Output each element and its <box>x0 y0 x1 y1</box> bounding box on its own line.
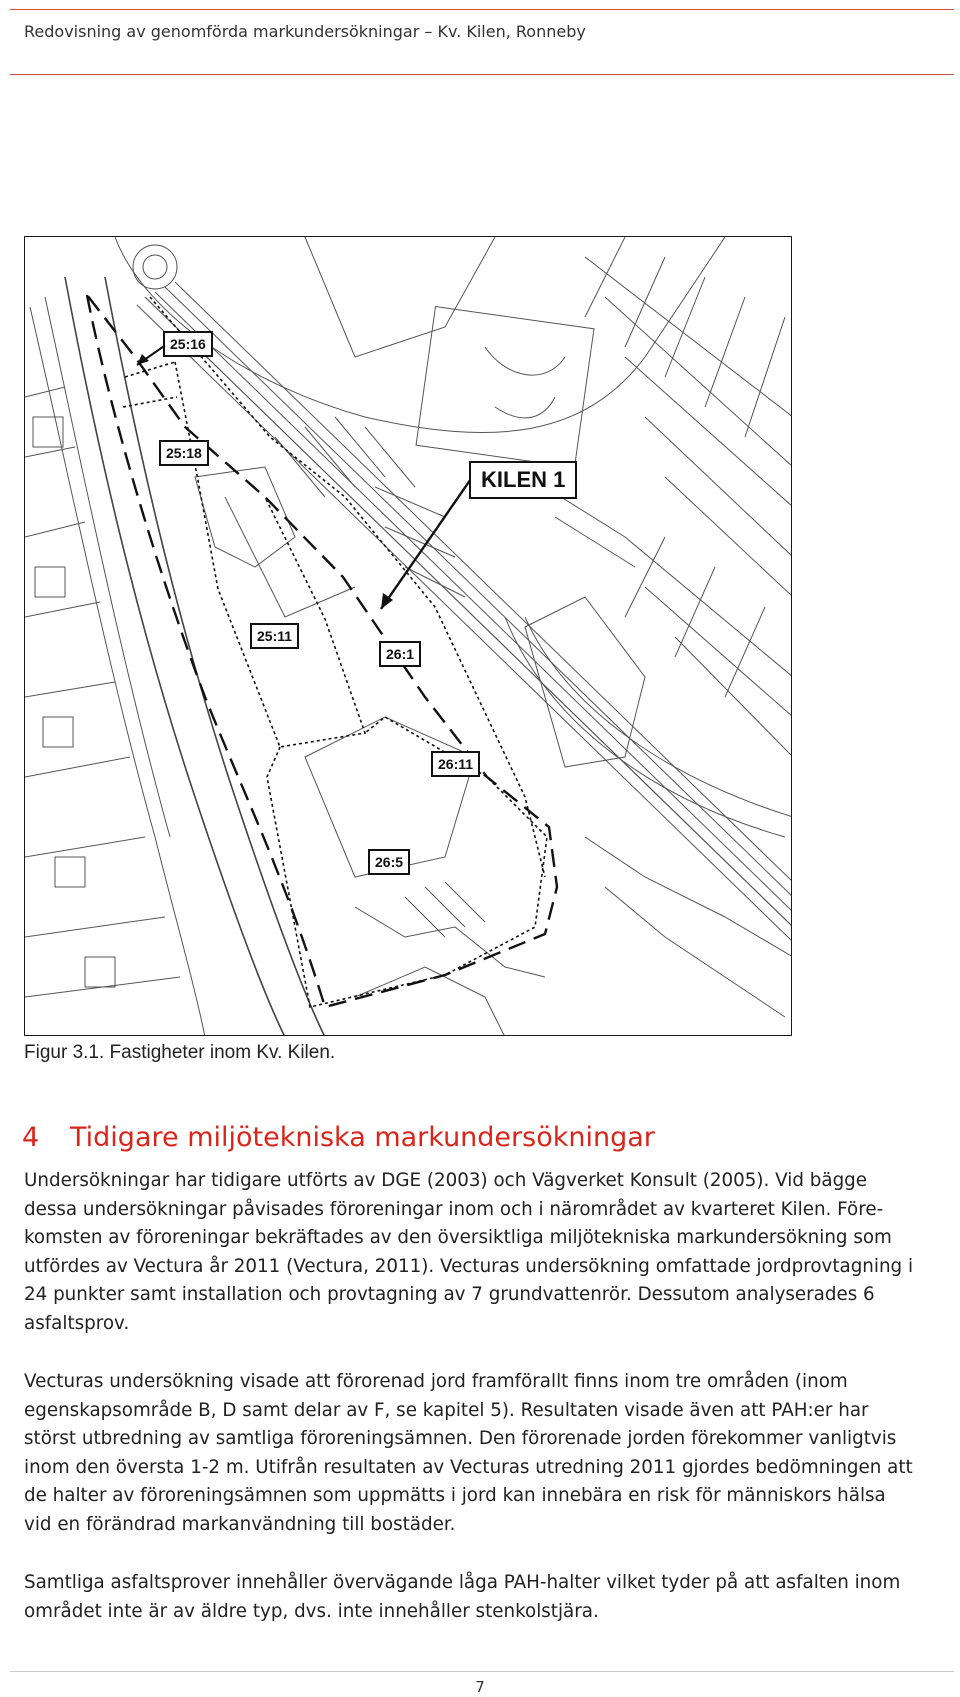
body-paragraph-3 <box>24 1569 954 1626</box>
map-label-26-11: 26:11 <box>431 751 480 777</box>
map-label-26-1: 26:1 <box>379 641 421 667</box>
section-number: 4 <box>22 1122 40 1153</box>
header-bottom-rule <box>10 74 954 75</box>
paragraph-line: asfaltsprov. <box>24 1312 130 1334</box>
paragraph-line: Samtliga asfaltsprover innehåller övervägande låga PAH-halter vilket tyder på att asfalten inom <box>24 1572 901 1593</box>
paragraph-line: störst utbredning av samtliga föroreningsämnen. Den förorenade jorden förekommer vanligtvis <box>24 1428 897 1450</box>
body-paragraph-2 <box>24 1368 954 1540</box>
property-map-figure <box>24 236 792 1036</box>
paragraph-line: de halter av föroreningsämnen som uppmätts i jord kan innebära en risk för människors hälsa <box>24 1485 886 1507</box>
paragraph-line: Undersökningar har tidigare utförts av DGE (2003) och Vägverket Konsult (2005). Vid bägge <box>24 1170 868 1191</box>
body-paragraph-1 <box>24 1167 954 1339</box>
paragraph-line: komsten av föroreningar bekräftades av den översiktliga miljötekniska markundersökning som <box>24 1227 892 1249</box>
map-label-25-16: 25:16 <box>163 331 213 357</box>
running-header: Redovisning av genomförda markundersökningar – Kv. Kilen, Ronneby <box>24 22 586 41</box>
header-top-rule <box>10 9 954 10</box>
figure-caption <box>24 1042 335 1064</box>
paragraph-line: utfördes av Vectura år 2011 (Vectura, 2011). Vecturas undersökning omfattade jordprovtagning i <box>24 1255 914 1277</box>
map-label-25-11: 25:11 <box>250 623 299 649</box>
property-map-drawing <box>25 237 792 1036</box>
section-title: Tidigare miljötekniska markundersökningar <box>70 1122 655 1153</box>
figure-caption-text: Fastigheter inom Kv. Kilen. <box>104 1042 336 1063</box>
page-number: 7 <box>475 1678 485 1696</box>
paragraph-line: dessa undersökningar påvisades föroreningar inom och i närområdet av kvarteret Kilen. Före- <box>24 1198 884 1220</box>
paragraph-line: Vecturas undersökning visade att förorenad jord framförallt finns inom tre områden (inom <box>24 1371 848 1392</box>
paragraph-line: vid en förändrad markanvändning till bostäder. <box>24 1513 456 1535</box>
map-label-kilen-1: KILEN 1 <box>469 461 577 499</box>
paragraph-line: inom den översta 1-2 m. Utifrån resultaten av Vecturas utredning 2011 gjordes bedömningen att <box>24 1456 913 1478</box>
map-label-26-5: 26:5 <box>368 849 410 875</box>
paragraph-line: egenskapsområde B, D samt delar av F, se kapitel 5). Resultaten visade även att PAH:er har <box>24 1399 869 1421</box>
paragraph-line: 24 punkter samt installation och provtagning av 7 grundvattenrör. Dessutom analyserades 6 <box>24 1284 875 1306</box>
figure-caption-number: Figur 3.1. <box>24 1042 105 1063</box>
paragraph-line: området inte är av äldre typ, dvs. inte innehåller stenkolstjära. <box>24 1600 599 1622</box>
section-heading <box>22 1122 655 1153</box>
footer-rule <box>10 1671 954 1672</box>
map-label-25-18: 25:18 <box>159 440 209 466</box>
